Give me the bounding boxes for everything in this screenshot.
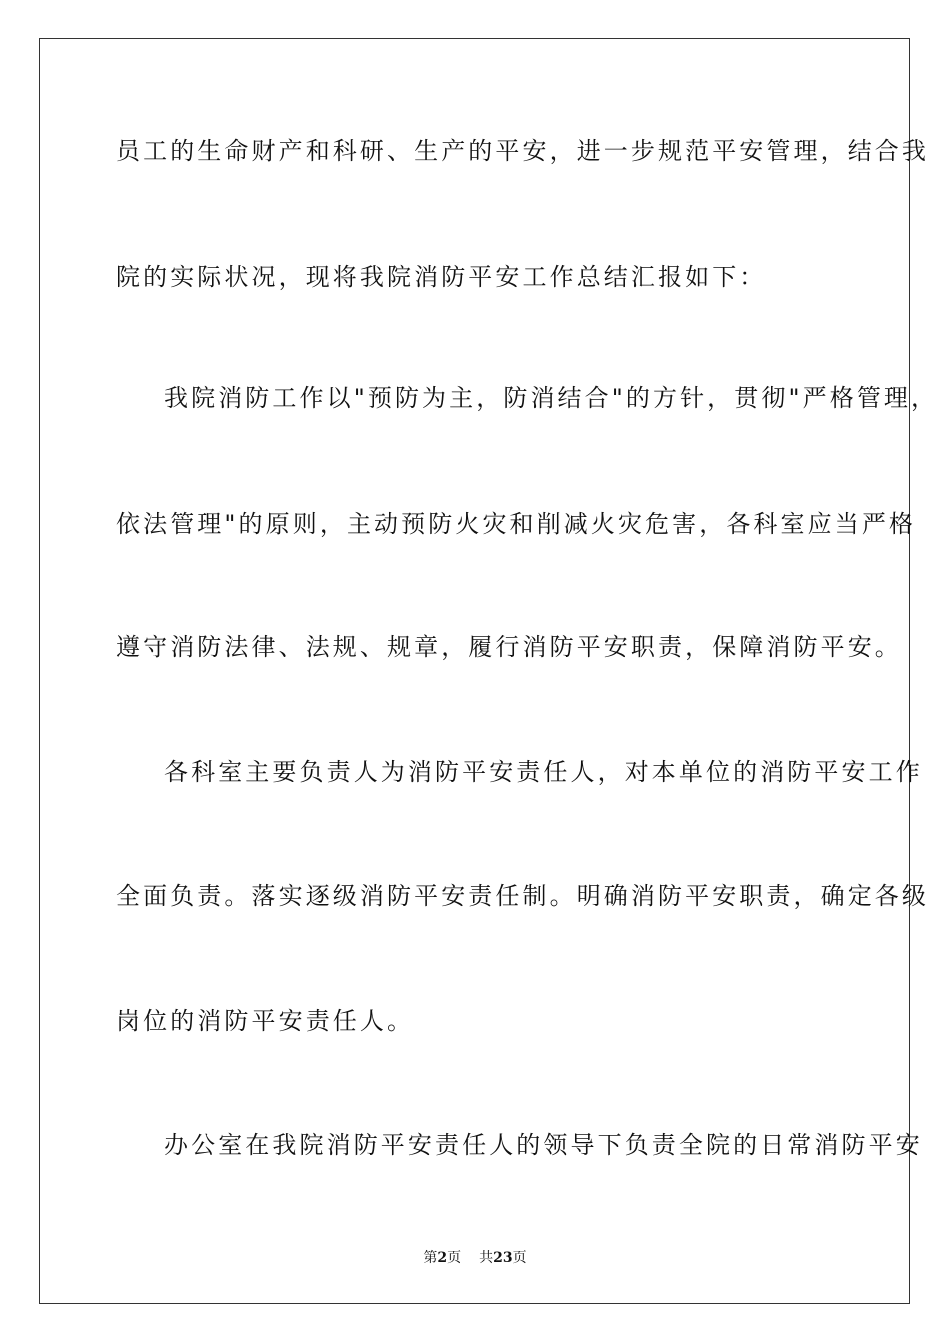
paragraph-line: 全面负责。落实逐级消防平安责任制。明确消防平安职责，确定各级 xyxy=(116,882,929,910)
paragraph-line: 员工的生命财产和科研、生产的平安，进一步规范平安管理，结合我 xyxy=(116,137,929,165)
total-pages: 23 xyxy=(493,1250,513,1266)
page-footer xyxy=(0,1249,950,1267)
page-border xyxy=(39,38,939,1304)
paragraph-line: 院的实际状况，现将我院消防平安工作总结汇报如下： xyxy=(116,263,767,291)
paragraph-line: 依法管理"的原则，主动预防火灾和削减火灾危害，各科室应当严格 xyxy=(116,510,917,538)
paragraph-line: 岗位的消防平安责任人。 xyxy=(116,1007,415,1035)
paragraph-line: 办公室在我院消防平安责任人的领导下负责全院的日常消防平安 xyxy=(164,1131,923,1159)
total-prefix: 共 xyxy=(479,1250,494,1266)
paragraph-line: 遵守消防法律、法规、规章，履行消防平安职责，保障消防平安。 xyxy=(116,633,902,661)
paragraph-line: 我院消防工作以"预防为主，防消结合"的方针，贯彻"严格管理， xyxy=(164,384,939,412)
total-suffix: 页 xyxy=(512,1250,527,1266)
paragraph-line: 各科室主要负责人为消防平安责任人，对本单位的消防平安工作 xyxy=(164,758,923,786)
page-suffix: 页 xyxy=(447,1250,462,1266)
page-prefix: 第 xyxy=(423,1250,438,1266)
page-number: 2 xyxy=(437,1250,448,1266)
